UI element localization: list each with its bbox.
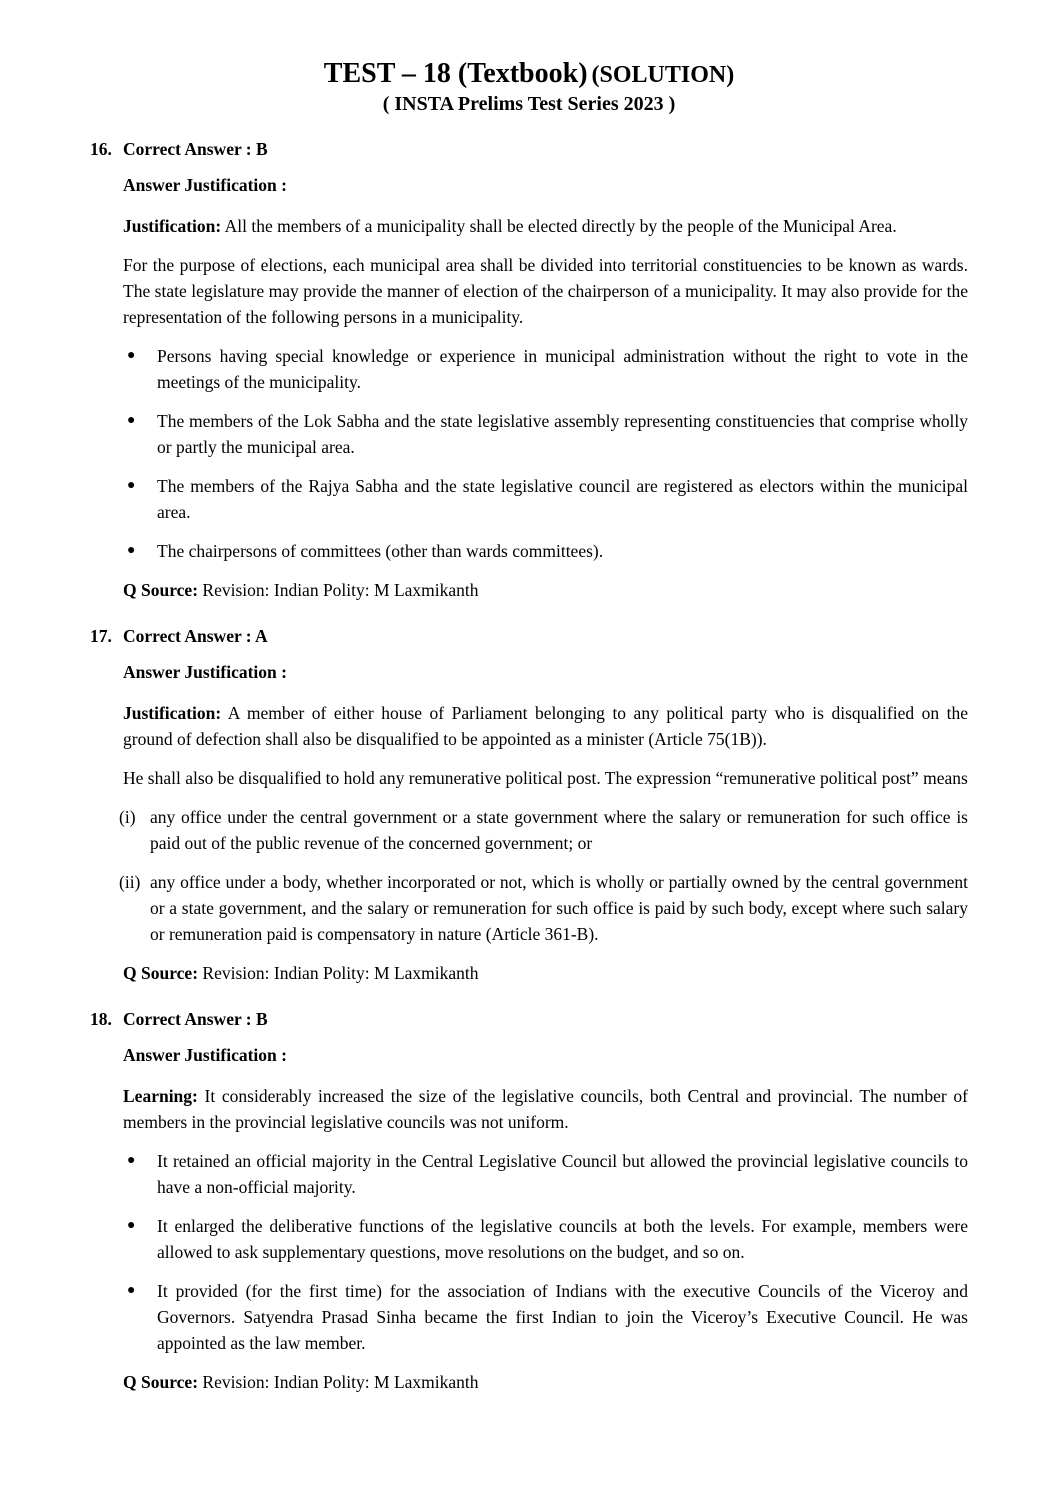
question-header (90, 623, 968, 649)
answer-justification-heading: Answer Justification : (123, 662, 287, 683)
correct-answer: Correct Answer : B (123, 139, 268, 160)
question-header (90, 1006, 968, 1032)
question-17 (90, 623, 968, 986)
paragraph (123, 765, 968, 791)
numbered-item-text: any office under the central government or a state government where the salary or remuneration for such office is paid out of the public revenue of the concerned government; or (150, 807, 968, 854)
numbered-item-marker: (ii) (119, 872, 141, 893)
numbered-item (119, 804, 968, 856)
list-item-text: It retained an official majority in the Central Legislative Council but allowed the provincial legislative councils to have a non-official majority. (157, 1151, 968, 1198)
correct-answer: Correct Answer : A (123, 626, 268, 647)
list-item (123, 1278, 968, 1356)
list-item (123, 473, 968, 525)
list-item-text: It provided (for the first time) for the association of Indians with the executive Councils of the Viceroy and Governors. Satyendra Prasad Sinha became the first Indian to join the Viceroy’s Executive Council. He was appointed as the law member. (157, 1281, 968, 1354)
bullet-icon: ● (127, 1283, 136, 1299)
list-item-text: The chairpersons of committees (other than wards committees). (157, 541, 604, 562)
paragraph-text: All the members of a municipality shall be elected directly by the people of the Municipal Area. (224, 216, 897, 237)
question-16 (90, 136, 968, 603)
list-item-text: Persons having special knowledge or experience in municipal administration without the right to vote in the meetings of the municipality. (157, 346, 968, 393)
question-number: 17. (90, 626, 112, 647)
title-solution: (SOLUTION) (591, 62, 735, 88)
paragraph-text: For the purpose of elections, each municipal area shall be divided into territorial constituencies to be known as wards. The state legislature may provide the manner of election of the chairperson of a municipality. It may also provide for the representation of the following persons in a municipality. (123, 255, 968, 328)
list-item-text: It enlarged the deliberative functions of the legislative councils at both the levels. For example, members were allowed to ask supplementary questions, move resolutions on the budget, and so on. (157, 1216, 968, 1263)
paragraph-text: He shall also be disqualified to hold any remunerative political post. The expression “remunerative political post” means (123, 768, 968, 789)
source-label: Q Source: (123, 1372, 199, 1393)
bullet-icon: ● (127, 478, 136, 494)
learning-paragraph (123, 1083, 968, 1135)
question-number: 16. (90, 139, 112, 160)
source-label: Q Source: (123, 580, 199, 601)
bullet-icon: ● (127, 543, 136, 559)
list-item (123, 1148, 968, 1200)
source-text: Revision: Indian Polity: M Laxmikanth (202, 1372, 479, 1393)
source-label: Q Source: (123, 963, 199, 984)
question-number: 18. (90, 1009, 112, 1030)
justification-paragraph (123, 213, 968, 239)
question-source (123, 960, 968, 986)
paragraph-text: It considerably increased the size of the legislative councils, both Central and provincial. The number of members in the provincial legislative councils was not uniform. (123, 1086, 968, 1133)
title-main: TEST – 18 (Textbook) (323, 58, 588, 89)
correct-answer: Correct Answer : B (123, 1009, 268, 1030)
paragraph-label: Justification: (123, 216, 222, 237)
question-body (123, 172, 968, 603)
justification-paragraph (123, 700, 968, 752)
list-item (123, 1213, 968, 1265)
source-text: Revision: Indian Polity: M Laxmikanth (202, 963, 479, 984)
numbered-item (119, 869, 968, 947)
numbered-item-text: any office under a body, whether incorporated or not, which is wholly or partially owned by the central government or a state government, and the salary or remuneration for such office is paid by such body, except where such salary or remuneration paid is compensatory in nature (Article 361-B). (150, 872, 968, 945)
answer-justification-heading: Answer Justification : (123, 1045, 287, 1066)
list-item (123, 343, 968, 395)
document-title (90, 58, 968, 90)
source-text: Revision: Indian Polity: M Laxmikanth (202, 580, 479, 601)
question-source (123, 577, 968, 603)
question-18 (90, 1006, 968, 1395)
answer-justification-heading: Answer Justification : (123, 175, 287, 196)
list-item (123, 408, 968, 460)
list-item-text: The members of the Lok Sabha and the state legislative assembly representing constituencies that comprise wholly or partly the municipal area. (157, 411, 968, 458)
list-item-text: The members of the Rajya Sabha and the state legislative council are registered as electors within the municipal area. (157, 476, 968, 523)
paragraph-label: Justification: (123, 703, 222, 724)
list-item (123, 538, 968, 564)
bullet-icon: ● (127, 1153, 136, 1169)
question-body (119, 659, 968, 986)
question-body (123, 1042, 968, 1395)
paragraph-label: Learning: (123, 1086, 198, 1107)
bullet-icon: ● (127, 1218, 136, 1234)
paragraph (123, 252, 968, 330)
document-subtitle: ( INSTA Prelims Test Series 2023 ) (382, 93, 676, 116)
paragraph-text: A member of either house of Parliament belonging to any political party who is disqualified on the ground of defection shall also be disqualified to be appointed as a minister (Article 75(1B)). (123, 703, 968, 750)
question-header (90, 136, 968, 162)
bullet-icon: ● (127, 348, 136, 364)
numbered-item-marker: (i) (119, 807, 136, 828)
question-source (123, 1369, 968, 1395)
bullet-icon: ● (127, 413, 136, 429)
